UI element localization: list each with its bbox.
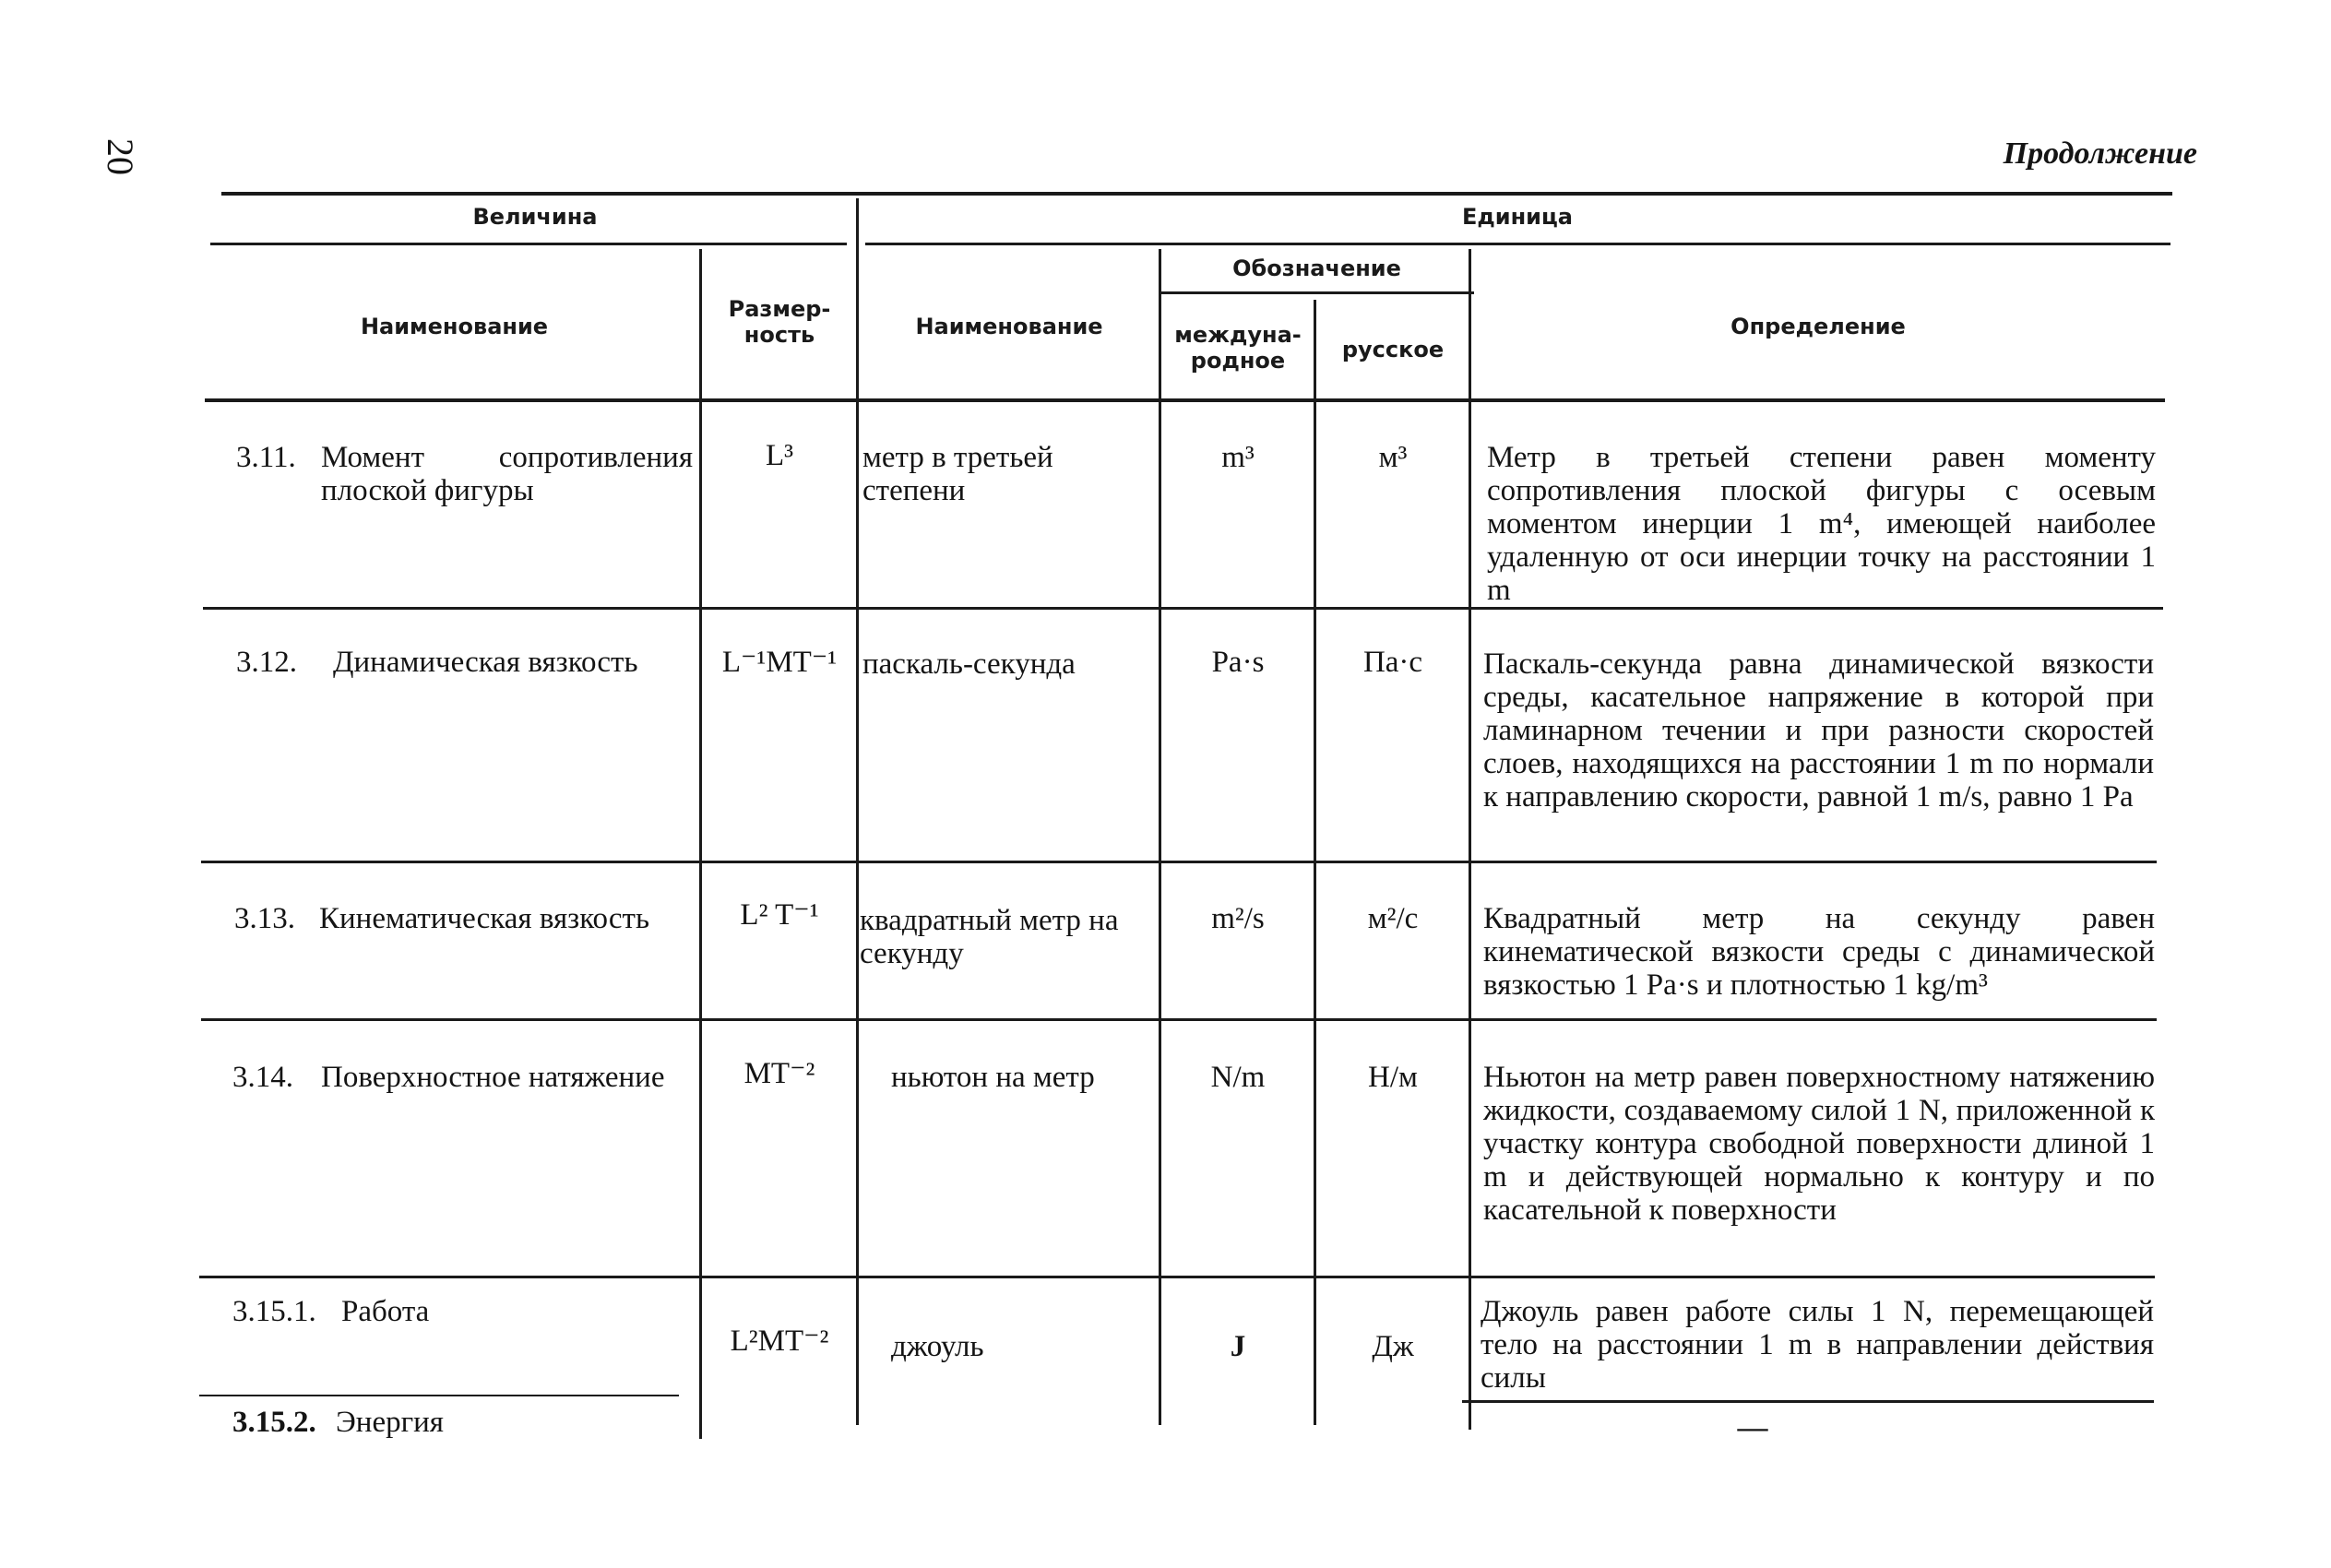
header-international: междуна- родное: [1174, 322, 1302, 374]
col-rule-dimension: [699, 249, 702, 1439]
header-unit: Единица: [1462, 204, 1573, 230]
row-rule-sub: [199, 1395, 679, 1396]
continuation-label: Продолжение: [2003, 137, 2197, 171]
table-row-definition: Паскаль-секунда равна динамической вязкости среды, касательное напряжение в которой при ламинарном течении и при разности скоростей слоев, находящихся на расстоянии 1 m по нормали к направлению скорости, равной 1 m/s, равно 1 Pa: [1483, 647, 2154, 814]
table-row-name-sub: 3.15.2. Энергия: [232, 1406, 444, 1439]
table-row-intl: m³: [1221, 441, 1255, 474]
table-row-rus: Па·с: [1362, 646, 1423, 679]
empty-dash: —: [1737, 1411, 1768, 1444]
table-row-intl: J: [1230, 1330, 1246, 1363]
table-row-dimension: L³: [765, 439, 794, 472]
quantity-header-rule: [210, 243, 847, 245]
row-rule-4: [199, 1276, 2155, 1278]
col-rule-intl: [1159, 249, 1161, 1425]
row-rule-def-bottom: [1462, 1400, 2154, 1403]
row-rule-3: [201, 1018, 2157, 1021]
unit-header-rule: [865, 243, 2170, 245]
row-rule-2: [201, 861, 2157, 863]
table-row-unit-name: метр в третьей степени: [862, 441, 1053, 507]
table-row-rus: Дж: [1372, 1330, 1414, 1363]
symbol-header-rule: [1160, 291, 1474, 294]
table-row-rus: м³: [1378, 441, 1408, 474]
table-row-intl: Pa·s: [1211, 646, 1265, 679]
table-row-dimension: L² T⁻¹: [740, 898, 819, 932]
col-rule-rus: [1314, 300, 1316, 1425]
header-name: Наименование: [360, 314, 549, 339]
table-row-definition: Метр в третьей степени равен моменту сопротивления плоской фигуры с осевым моментом инерции 1 m⁴, имеющей наиболее удаленную от оси инерции точку на расстоянии 1 m: [1487, 441, 2156, 607]
page-number: 20: [100, 138, 141, 175]
table-row-intl: N/m: [1210, 1061, 1266, 1094]
header-dimension: Размер- ность: [728, 296, 831, 348]
table-row-rus: м²/с: [1367, 902, 1419, 935]
header-unit-name: Наименование: [915, 314, 1103, 339]
table-top-rule: [221, 192, 2172, 196]
table-row-unit-name: паскаль-секунда: [862, 647, 1076, 681]
table-row-dimension: L²MT⁻²: [730, 1324, 829, 1358]
table-row-rus: Н/м: [1368, 1061, 1418, 1094]
table-row-name: 3.14. Поверхностное натяжение: [232, 1061, 665, 1094]
table-row-intl: m²/s: [1211, 902, 1265, 935]
table-row-unit-name: ньютон на метр: [891, 1061, 1095, 1094]
table-row-definition: Квадратный метр на секунду равен кинематической вязкости среды с динамической вязкостью 1 Pa·s и плотностью 1 kg/m³: [1483, 902, 2155, 1002]
col-rule-unit-name: [856, 198, 859, 1425]
table-row-unit-name: квадратный метр на секунду: [860, 904, 1119, 970]
header-bottom-rule: [205, 398, 2165, 402]
table-row-definition: Джоуль равен работе силы 1 N, перемещающей тело на расстоянии 1 m в направлении действия силы: [1481, 1295, 2154, 1395]
header-quantity: Величина: [472, 204, 598, 230]
col-rule-definition: [1469, 249, 1471, 1430]
table-row-name: 3.12. Динамическая вязкость: [236, 646, 638, 679]
header-russian: русское: [1341, 337, 1445, 362]
table-row-name: 3.13. Кинематическая вязкость: [234, 902, 649, 935]
row-rule-1: [203, 607, 2163, 610]
table-row-name: 3.11. Момент сопротивления плоской фигуры: [236, 441, 693, 507]
table-row-unit-name: джоуль: [891, 1330, 984, 1363]
table-row-dimension: L⁻¹MT⁻¹: [721, 646, 838, 679]
table-row-name: 3.15.1. Работа: [232, 1295, 430, 1328]
table-row-definition: Ньютон на метр равен поверхностному натяжению жидкости, создаваемому силой 1 N, приложенной к участку контура свободной поверхности длиной 1 m и действующей нормально к контуру и по касательной к поверхности: [1483, 1061, 2155, 1227]
header-symbol: Обозначение: [1232, 255, 1401, 281]
header-definition: Определение: [1730, 314, 1906, 339]
table-row-dimension: MT⁻²: [743, 1057, 815, 1090]
